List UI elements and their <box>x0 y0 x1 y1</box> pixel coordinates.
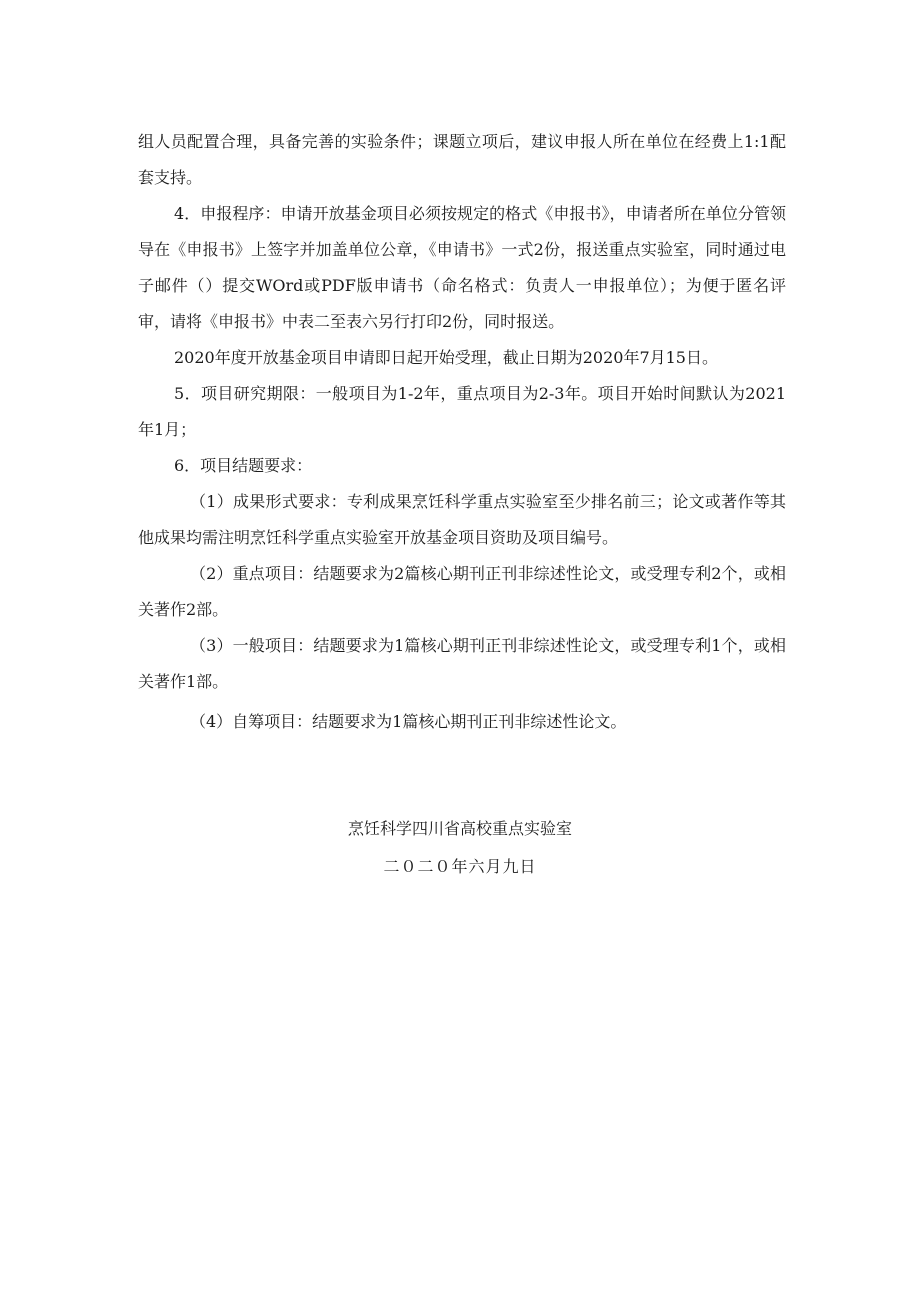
paragraph-completion-requirements: 6．项目结题要求： <box>174 456 313 475</box>
signature-date: 二０二０年六月九日 <box>383 857 537 876</box>
paragraph-output-form: （1）成果形式要求：专利成果烹饪科学重点实验室至少排名前三；论文或著作等其他成果均需注明烹饪科学重点实验室开放基金项目资助及项目编号。 <box>138 492 786 547</box>
paragraph-research-period: 5．项目研究期限：一般项目为1-2年，重点项目为2-3年。项目开始时间默认为2021年1月； <box>138 384 786 439</box>
paragraph-key-project: （2）重点项目：结题要求为2篇核心期刊正刊非综述性论文，或受理专利2个，或相关著作2部。 <box>138 564 786 619</box>
paragraph-deadline: 2020年度开放基金项目申请即日起开始受理，截止日期为2020年7月15日。 <box>174 348 718 367</box>
paragraph-self-funded-project: （4）自筹项目：结题要求为1篇核心期刊正刊非综述性论文。 <box>190 712 627 731</box>
paragraph-general-project: （3）一般项目：结题要求为1篇核心期刊正刊非综述性论文，或受理专利1个，或相关著作1部。 <box>138 636 786 691</box>
paragraph-application-procedure: 4．申报程序：申请开放基金项目必须按规定的格式《申报书》，申请者所在单位分管领导在《申报书》上签字并加盖单位公章，《申请书》一式2份，报送重点实验室，同时通过电子邮件（）提交WOrd或PDF版申请书（命名格式：负责人一申报单位）；为便于匿名评审，请将《申报书》中表二至表六另行打印2份，同时报送。 <box>138 204 786 331</box>
paragraph-team-config: 组人员配置合理，具备完善的实验条件；课题立项后，建议申报人所在单位在经费上1:1配套支持。 <box>138 132 786 187</box>
document-body <box>138 124 786 740</box>
signature-organization: 烹饪科学四川省高校重点实验室 <box>347 819 572 838</box>
